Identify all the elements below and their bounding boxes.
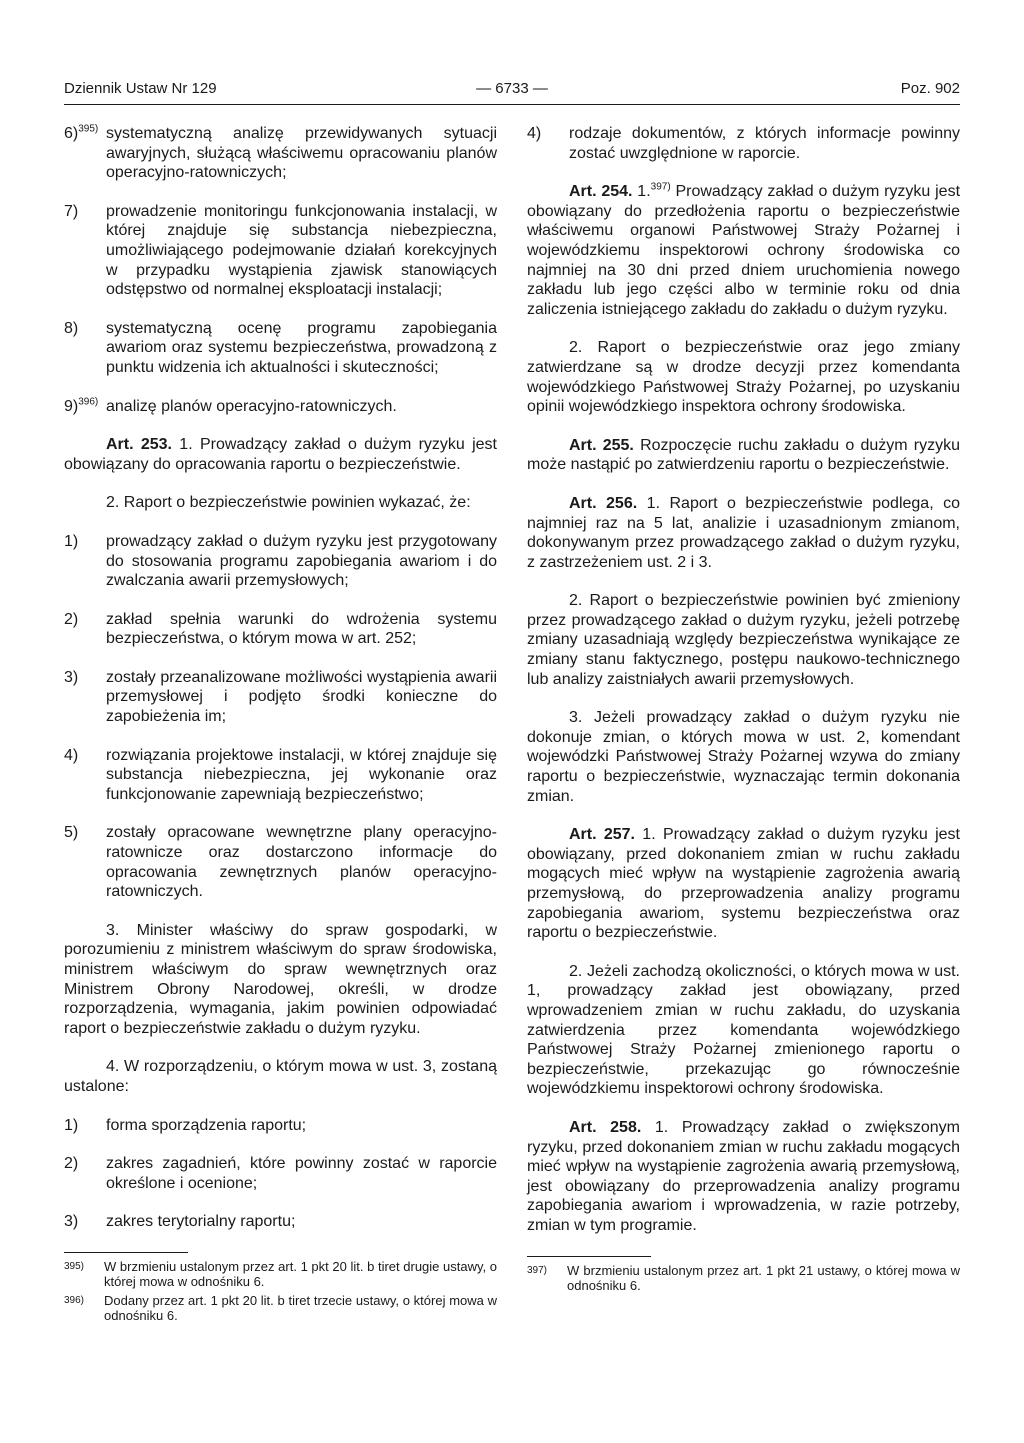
article-253-paragraph-2: 2. Raport o bezpieczeństwie powinien wykazać, że: <box>106 494 471 512</box>
footnote-ref-395: 395) <box>78 123 99 135</box>
item-number: 8) <box>64 319 79 337</box>
article-257-paragraph-1: Art. 257. 1. Prowadzący zakład o dużym ryzyku jest obowiązany, przed dokonaniem zmian w ruchu zakładu mogących mieć wpływ na wystąpienie zagrożenia awarią przemysłową, do przeprowadzenia analizy programu zapobiegania awariom, systemu bezpieczeństwa oraz raportu o bezpieczeństwie. <box>527 826 960 942</box>
position-number: Poz. 902 <box>900 80 960 97</box>
item-number: 9)$^{396)}$ <box>64 396 99 415</box>
article-label: Art. 255. <box>569 436 634 454</box>
right-column <box>527 124 960 1364</box>
list-item: 1) forma sporządzenia raportu; <box>64 1116 307 1134</box>
item-text: analizę planów operacyjno-ratowniczych. <box>106 397 397 415</box>
article-256-paragraph-2: 2. Raport o bezpieczeństwie powinien być zmieniony przez prowadzącego zakład o dużym ryzyku, jeżeli potrzebę zmiany uzasadniają względy bezpieczeństwa wynikające ze zmiany stanu faktycznego, postępu naukowo-technicznego lub analizy zaistniałych awarii przemysłowych. <box>527 592 960 688</box>
list-item: 3) zakres terytorialny raportu; <box>64 1213 296 1231</box>
list-item-7 <box>64 202 497 300</box>
footnote-396: 396) Dodany przez art. 1 pkt 20 lit. b tiret trzecie ustawy, o której mowa w odnośniku 6. <box>64 1292 497 1324</box>
list-item-6 <box>64 124 497 183</box>
article-255: Art. 255. Rozpoczęcie ruchu zakładu o dużym ryzyku może nastąpić po zatwierdzeniu raportu o bezpieczeństwie. <box>527 436 961 474</box>
item-text: prowadzenie monitoringu funkcjonowania instalacji, w której znajduje się substancja niebezpieczna, umożliwiającego podejmowanie działań korekcyjnych w przypadku wystąpienia zjawisk stanowiących odstępstwo od normalnej eksploatacji instalacji; <box>106 202 497 299</box>
list-item: 1) prowadzący zakład o dużym ryzyku jest przygotowany do stosowania programu zapobiegania awariom i do zwalczania awarii przemysłowych; <box>64 532 497 590</box>
list-item-4 <box>527 124 960 163</box>
journal-title: Dziennik Ustaw Nr 129 <box>64 80 217 97</box>
footnote-397: 397) W brzmieniu ustalonym przez art. 1 pkt 21 ustawy, o której mowa w odnośniku 6. <box>527 1262 960 1293</box>
list-item: 2) zakres zagadnień, które powinny zostać w raporcie określone i ocenione; <box>64 1155 497 1192</box>
item-number: 4) <box>527 125 542 142</box>
article-label: Art. 254. <box>569 183 633 201</box>
article-label: Art. 257. <box>569 826 635 844</box>
item-text: systematyczną analizę przewidywanych sytuacji awaryjnych, służącą właściwemu opracowaniu planów operacyjno-ratowniczych; <box>106 125 497 182</box>
list-item: 2) zakład spełnia warunki do wdrożenia systemu bezpieczeństwa, o którym mowa w art. 252; <box>64 610 497 648</box>
item-number: 7) <box>64 202 79 220</box>
footnote-ref-397: 397) <box>650 181 671 193</box>
list-item: 5) zostały opracowane wewnętrzne plany operacyjno-ratownicze oraz dostarczono informacje do opracowania zewnętrznych planów operacyjno-ratowniczych. <box>64 824 497 901</box>
footnote-divider <box>64 1252 188 1253</box>
list-item: 3) zostały przeanalizowane możliwości wystąpienia awarii przemysłowej i podjęto środki konieczne do zapobieżenia im; <box>64 668 497 726</box>
article-254-paragraph-2: 2. Raport o bezpieczeństwie oraz jego zmiany zatwierdzane są w drodze decyzji przez komendanta wojewódzkiego Państwowej Straży Pożarnej, po uzyskaniu opinii wojewódzkiego inspektora ochrony środowiska. <box>527 339 960 416</box>
article-label: Art. 256. <box>569 494 638 512</box>
list-item-8 <box>64 319 497 378</box>
article-256-paragraph-3: 3. Jeżeli prowadzący zakład o dużym ryzyku nie dokonuje zmian, o których mowa w ust. 2, komendant wojewódzki Państwowej Straży Pożarnej wzywa do zmiany raportu o bezpieczeństwie, wyznaczając termin dokonania zmian. <box>527 709 960 805</box>
article-257-paragraph-2: 2. Jeżeli zachodzą okoliczności, o których mowa w ust. 1, prowadzący zakład jest obowiązany, przed wprowadzeniem zmian w ruchu zakładu, do uzyskania zatwierdzenia przez komendanta wojewódzkiego Państwowej Straży Pożarnej zmienionego raportu o bezpieczeństwie, przekazując go równocześnie wojewódzkiemu inspektorowi ochrony środowiska. <box>527 962 960 1098</box>
page-number: — 6733 — <box>476 80 548 97</box>
footnote-ref-396: 396) <box>78 396 99 408</box>
item-text: systematyczną ocenę programu zapobiegania awariom oraz systemu bezpieczeństwa, prowadzoną z punktu widzenia ich aktualności i skuteczności; <box>106 319 497 376</box>
footnote-divider <box>527 1256 651 1257</box>
article-253-paragraph-4: 4. W rozporządzeniu, o którym mowa w ust. 3, zostaną ustalone: <box>64 1058 497 1095</box>
page-header <box>64 80 960 104</box>
item-text: rodzaje dokumentów, z których informacje powinny zostać uwzględnione w raporcie. <box>569 125 960 162</box>
list-item: 4) rozwiązania projektowe instalacji, w której znajduje się substancja niebezpieczna, jej wykonanie oraz funkcjonowanie zapewniają bezpieczeństwo; <box>64 746 497 803</box>
article-254-paragraph-1: Art. 254. 1.$^{397)}$ Prowadzący zakład o dużym ryzyku jest obowiązany do przedłożenia raportu o bezpieczeństwie właściwemu organowi Państwowej Straży Pożarnej i wojewódzkiemu inspektorowi ochrony środowiska co najmniej na 30 dni przed dniem uruchomienia nowego zakładu lub jego części albo w terminie roku od dnia zaliczenia istniejącego zakładu do zakładu o dużym ryzyku. <box>527 181 961 318</box>
article-253-paragraph-1: Art. 253. 1. Prowadzący zakład o dużym ryzyku jest obowiązany do opracowania raportu o bezpieczeństwie. <box>64 436 497 473</box>
article-258-paragraph-1: Art. 258. 1. Prowadzący zakład o zwiększonym ryzyku, przed dokonaniem zmian w ruchu zakładu mogących mieć wpływ na wystąpienie zagrożenia awarią przemysłową, jest obowiązany do przeprowadzenia analizy programu zapobiegania awariom i wprowadzenia, w razie potrzeby, zmian w tym programie. <box>527 1118 961 1234</box>
header-divider <box>64 104 960 105</box>
article-label: Art. 253. <box>106 436 172 454</box>
item-number: 6)$^{395)}$ <box>64 123 99 142</box>
list-item-9 <box>64 397 497 417</box>
left-column <box>64 124 497 1364</box>
article-256-paragraph-1: Art. 256. 1. Raport o bezpieczeństwie podlega, co najmniej raz na 5 lat, analizie i uzasadnionym zmianom, dokonywanym przez prowadzącego zakład o dużym ryzyku, z zastrzeżeniem ust. 2 i 3. <box>527 494 961 571</box>
article-label: Art. 258. <box>569 1118 642 1136</box>
footnote-395: 395) W brzmieniu ustalonym przez art. 1 pkt 20 lit. b tiret drugie ustawy, o której mowa w odnośniku 6. <box>64 1258 497 1290</box>
article-253-paragraph-3: 3. Minister właściwy do spraw gospodarki, w porozumieniu z ministrem właściwym do spraw środowiska, ministrem właściwym do spraw wewnętrznych oraz Ministrem Obrony Narodowej, określi, w drodze rozporządzenia, wymagania, jakim powinien odpowiadać raport o bezpieczeństwie zakładu o dużym ryzyku. <box>64 921 497 1037</box>
